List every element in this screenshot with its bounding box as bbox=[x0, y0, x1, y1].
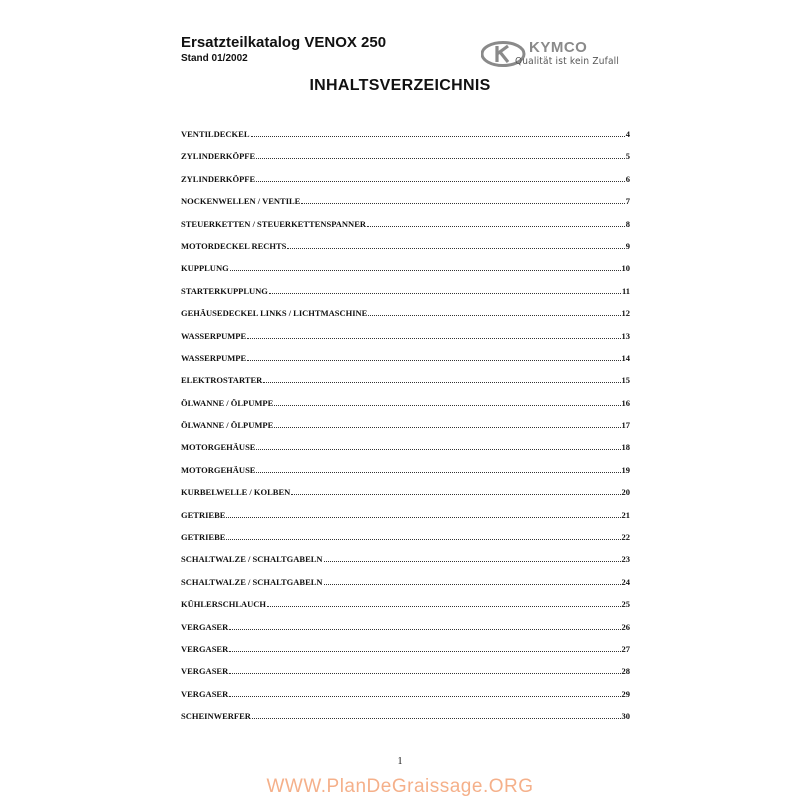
toc-entry[interactable] bbox=[181, 374, 630, 396]
toc-entry-page: 5 bbox=[625, 151, 630, 162]
catalog-date: Stand 01/2002 bbox=[181, 53, 248, 64]
dot-leader bbox=[267, 599, 620, 607]
toc-entry[interactable] bbox=[181, 531, 630, 553]
toc-entry[interactable] bbox=[181, 665, 630, 687]
toc-entry[interactable] bbox=[181, 710, 630, 732]
toc-entry-page: 7 bbox=[625, 196, 630, 207]
page-heading: INHALTSVERZEICHNIS bbox=[309, 77, 491, 94]
dot-leader bbox=[247, 331, 620, 339]
toc-entry-label: SCHALTWALZE / SCHALTGABELN bbox=[181, 576, 323, 587]
toc-entry[interactable] bbox=[181, 397, 630, 419]
toc-entry-page: 21 bbox=[621, 509, 630, 520]
toc-entry[interactable] bbox=[181, 285, 630, 307]
toc-entry-label: NOCKENWELLEN / VENTILE bbox=[181, 196, 301, 207]
toc-entry-label: ZYLINDERKÖPFE bbox=[181, 173, 256, 184]
page-number: 1 bbox=[397, 756, 403, 767]
toc-entry-label: VERGASER bbox=[181, 621, 229, 632]
toc-entry-page: 27 bbox=[621, 643, 630, 654]
toc-entry-label: MOTORGEHÄUSE bbox=[181, 442, 256, 453]
toc-entry-label: MOTORDECKEL RECHTS bbox=[181, 240, 287, 251]
watermark: WWW.PlanDeGraissage.ORG bbox=[266, 776, 534, 797]
toc-entry-page: 30 bbox=[621, 711, 630, 722]
dot-leader bbox=[256, 174, 625, 182]
toc-entry[interactable] bbox=[181, 486, 630, 508]
toc-entry-page: 29 bbox=[621, 688, 630, 699]
dot-leader bbox=[256, 465, 620, 473]
toc-entry[interactable] bbox=[181, 240, 630, 262]
dot-leader bbox=[229, 689, 620, 697]
toc-entry[interactable] bbox=[181, 643, 630, 665]
toc-entry-page: 9 bbox=[625, 240, 630, 251]
dot-leader bbox=[287, 241, 624, 249]
toc-entry-page: 28 bbox=[621, 666, 630, 677]
toc-entry-page: 6 bbox=[625, 173, 630, 184]
toc-entry-label: WASSERPUMPE bbox=[181, 330, 247, 341]
logo-wordmark: KYMCO bbox=[529, 39, 588, 56]
toc-entry-label: VERGASER bbox=[181, 666, 229, 677]
table-of-contents bbox=[181, 128, 630, 733]
toc-entry-page: 19 bbox=[621, 464, 630, 475]
toc-entry[interactable] bbox=[181, 352, 630, 374]
toc-entry-page: 13 bbox=[621, 330, 630, 341]
dot-leader bbox=[368, 308, 620, 316]
toc-entry-page: 15 bbox=[621, 375, 630, 386]
toc-entry-label: ELEKTROSTARTER bbox=[181, 375, 263, 386]
toc-entry-label: STARTERKUPPLUNG bbox=[181, 285, 268, 296]
dot-leader bbox=[274, 420, 620, 428]
toc-entry-label: GEHÄUSEDECKEL LINKS / LICHTMASCHINE bbox=[181, 308, 368, 319]
dot-leader bbox=[229, 666, 620, 674]
dot-leader bbox=[247, 353, 620, 361]
toc-entry-label: ZYLINDERKÖPFE bbox=[181, 151, 256, 162]
toc-entry[interactable] bbox=[181, 128, 630, 150]
toc-entry-page: 22 bbox=[621, 532, 630, 543]
toc-entry[interactable] bbox=[181, 621, 630, 643]
toc-entry-page: 16 bbox=[621, 397, 630, 408]
toc-entry-page: 25 bbox=[621, 599, 630, 610]
toc-entry-page: 23 bbox=[621, 554, 630, 565]
toc-entry-label: VERGASER bbox=[181, 688, 229, 699]
dot-leader bbox=[226, 510, 620, 518]
dot-leader bbox=[256, 442, 620, 450]
toc-entry[interactable] bbox=[181, 330, 630, 352]
dot-leader bbox=[274, 398, 620, 406]
toc-entry[interactable] bbox=[181, 553, 630, 575]
toc-entry-page: 17 bbox=[621, 420, 630, 431]
toc-entry-label: ÖLWANNE / ÖLPUMPE bbox=[181, 397, 274, 408]
toc-entry-label: MOTORGEHÄUSE bbox=[181, 464, 256, 475]
toc-entry[interactable] bbox=[181, 150, 630, 172]
toc-entry[interactable] bbox=[181, 576, 630, 598]
toc-entry[interactable] bbox=[181, 598, 630, 620]
toc-entry-page: 20 bbox=[621, 487, 630, 498]
toc-entry-label: ÖLWANNE / ÖLPUMPE bbox=[181, 420, 274, 431]
dot-leader bbox=[263, 375, 620, 383]
toc-entry-label: KÜHLERSCHLAUCH bbox=[181, 599, 267, 610]
toc-entry-page: 24 bbox=[621, 576, 630, 587]
toc-entry-page: 10 bbox=[621, 263, 630, 274]
dot-leader bbox=[226, 532, 620, 540]
toc-entry-label: KUPPLUNG bbox=[181, 263, 229, 274]
toc-entry-page: 26 bbox=[621, 621, 630, 632]
toc-entry-label: GETRIEBE bbox=[181, 532, 226, 543]
dot-leader bbox=[291, 487, 620, 495]
toc-entry-label: SCHALTWALZE / SCHALTGABELN bbox=[181, 554, 323, 565]
toc-entry-page: 8 bbox=[625, 218, 630, 229]
toc-entry[interactable] bbox=[181, 688, 630, 710]
kymco-logo bbox=[481, 41, 641, 71]
toc-entry-label: VENTILDECKEL bbox=[181, 129, 250, 139]
dot-leader bbox=[367, 219, 625, 227]
toc-entry-label: WASSERPUMPE bbox=[181, 352, 247, 363]
dot-leader bbox=[230, 263, 621, 271]
toc-entry[interactable] bbox=[181, 509, 630, 531]
toc-entry-page: 11 bbox=[621, 285, 630, 296]
toc-entry-label: STEUERKETTEN / STEUERKETTENSPANNER bbox=[181, 218, 367, 229]
toc-entry[interactable] bbox=[181, 173, 630, 195]
toc-entry-label: SCHEINWERFER bbox=[181, 711, 251, 722]
dot-leader bbox=[269, 286, 621, 294]
toc-entry[interactable] bbox=[181, 218, 630, 240]
toc-entry[interactable] bbox=[181, 307, 630, 329]
dot-leader bbox=[256, 151, 625, 159]
dot-leader bbox=[301, 196, 624, 204]
logo-tagline: Qualität ist kein Zufall bbox=[515, 56, 620, 67]
toc-entry[interactable] bbox=[181, 419, 630, 441]
dot-leader bbox=[252, 711, 621, 719]
toc-entry[interactable] bbox=[181, 464, 630, 486]
dot-leader bbox=[324, 577, 621, 585]
toc-entry[interactable] bbox=[181, 195, 630, 217]
toc-entry-page: 18 bbox=[621, 442, 630, 453]
dot-leader bbox=[229, 644, 620, 652]
toc-entry-page: 12 bbox=[621, 308, 630, 319]
dot-leader bbox=[324, 554, 621, 562]
toc-entry-label: GETRIEBE bbox=[181, 509, 226, 520]
toc-entry-page: 14 bbox=[621, 352, 630, 363]
toc-entry-label: KURBELWELLE / KOLBEN bbox=[181, 487, 291, 498]
dot-leader bbox=[229, 622, 620, 630]
toc-entry-page: 4 bbox=[625, 129, 630, 139]
toc-entry-label: VERGASER bbox=[181, 643, 229, 654]
catalog-title: Ersatzteilkatalog VENOX 250 bbox=[181, 34, 387, 51]
toc-entry[interactable] bbox=[181, 441, 630, 463]
dot-leader bbox=[251, 129, 625, 137]
toc-entry[interactable] bbox=[181, 262, 630, 284]
